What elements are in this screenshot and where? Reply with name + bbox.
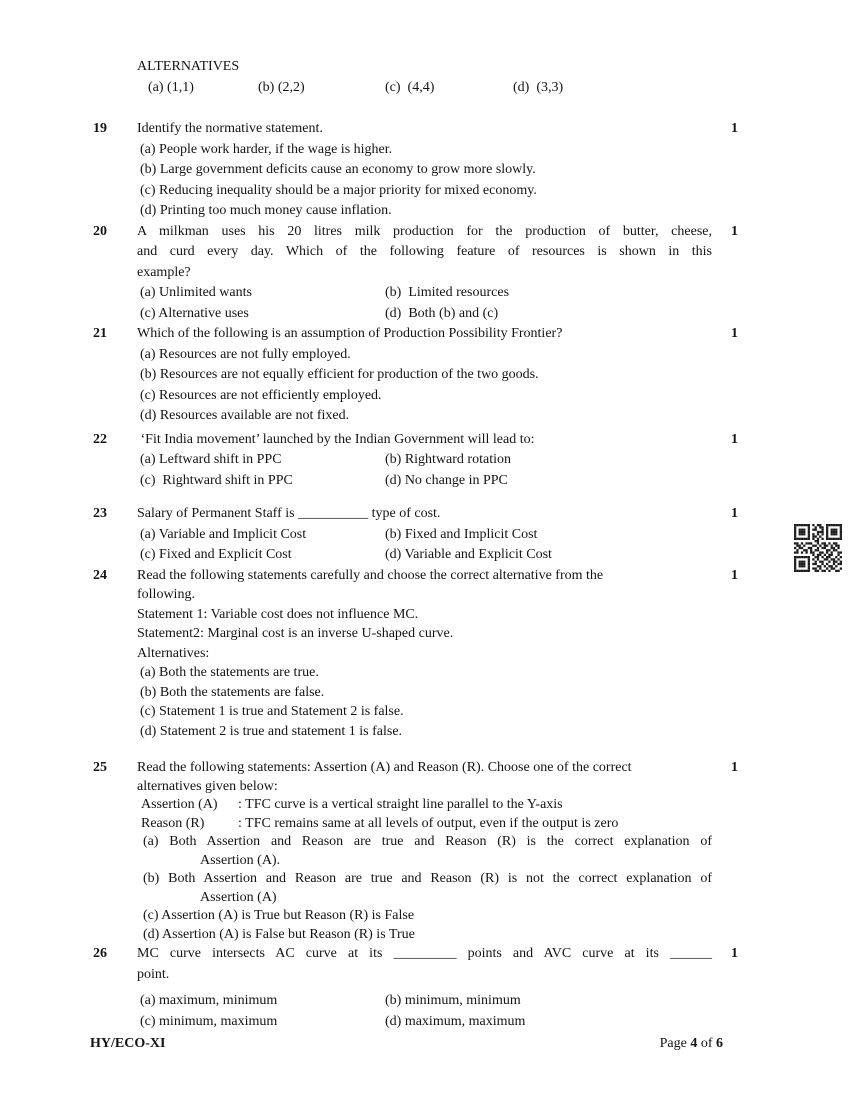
alt-option-d: (d) (3,3) [513, 79, 564, 95]
option-d: (d) maximum, maximum [385, 1013, 526, 1029]
page-label: Page [659, 1036, 691, 1051]
question-22-body [137, 430, 712, 492]
question-22 [93, 430, 761, 492]
question-23 [93, 504, 761, 566]
question-19-body [137, 119, 712, 222]
reason-label: Reason (R) [141, 815, 205, 831]
qr-code [793, 524, 843, 572]
alternatives-title: ALTERNATIVES [137, 59, 240, 74]
option-d: (d) Both (b) and (c) [385, 305, 499, 321]
option-b: (b) Both the statements are false. [140, 684, 325, 700]
question-24-options [137, 663, 712, 741]
page-total: 6 [716, 1036, 723, 1051]
statement-1: Statement 1: Variable cost does not influence MC. [137, 606, 419, 622]
option-d: (d) Variable and Explicit Cost [385, 547, 552, 562]
question-19-number: 19 [93, 121, 107, 136]
option-a: (a) Leftward shift in PPC [140, 452, 282, 467]
question-24-marks: 1 [731, 567, 738, 583]
question-23-number: 23 [93, 506, 107, 521]
option-b: (b) Limited resources [385, 285, 510, 300]
question-26-body [137, 944, 712, 1032]
assertion-row [137, 796, 712, 815]
alt-option-b: (b) (2,2) [258, 79, 305, 95]
question-26-line1: MC curve intersects AC curve at its _________ points and AVC curve at its ______ [137, 946, 712, 961]
question-25-number: 25 [93, 760, 107, 775]
question-21 [93, 324, 761, 427]
reason-row [137, 815, 712, 834]
question-26-options [137, 991, 712, 1032]
option-d: (d) Resources available are not fixed. [140, 408, 350, 423]
question-24-number: 24 [93, 567, 107, 583]
question-20-body [137, 222, 712, 325]
option-b-line2: Assertion (A) [200, 889, 277, 905]
question-24 [93, 566, 761, 742]
qr-code-graphic [793, 524, 843, 572]
question-25-line2: alternatives given below: [137, 778, 278, 794]
page-footer [90, 1034, 723, 1055]
question-20-options [137, 283, 712, 324]
question-23-marks: 1 [731, 506, 738, 521]
option-a [137, 833, 712, 870]
question-24-line1: Read the following statements carefully and choose the correct alternative from the [137, 567, 604, 583]
question-20-line1: A milkman uses his 20 litres milk production for the production of butter, cheese, [137, 223, 712, 239]
question-23-body [137, 504, 712, 566]
option-a: (a) Both the statements are true. [140, 665, 319, 680]
option-c: (c) Resources are not efficiently employed. [140, 387, 382, 403]
option-a: (a) Resources are not fully employed. [140, 346, 351, 362]
alternatives-header [137, 57, 761, 98]
option-d: (d) No change in PPC [385, 472, 508, 488]
question-22-options [137, 450, 712, 491]
option-a-line2: Assertion (A). [200, 852, 281, 868]
question-23-options [137, 525, 712, 566]
option-b: (b) Resources are not equally efficient for production of the two goods. [140, 367, 539, 382]
question-22-marks: 1 [731, 431, 738, 447]
option-c: (c) Reducing inequality should be a major priority for mixed economy. [140, 182, 537, 198]
question-24-body [137, 566, 712, 742]
question-21-marks: 1 [731, 326, 738, 341]
question-21-options [137, 345, 712, 427]
alt-option-c: (c) (4,4) [385, 79, 435, 95]
assertion-text: : TFC curve is a vertical straight line parallel to the Y-axis [238, 797, 563, 812]
question-23-title: Salary of Permanent Staff is __________ type of cost. [137, 506, 441, 521]
option-d: (d) Statement 2 is true and statement 1 is false. [140, 723, 403, 739]
statement-2: Statement2: Marginal cost is an inverse U-shaped curve. [137, 626, 454, 641]
assertion-label: Assertion (A) [141, 797, 218, 812]
option-b [137, 870, 712, 907]
exam-page [93, 57, 761, 1032]
question-19 [93, 119, 761, 222]
option-c: (c) Assertion (A) is True but Reason (R) is False [143, 908, 415, 923]
option-c: (c) minimum, maximum [140, 1013, 278, 1029]
question-20 [93, 222, 761, 325]
option-a: (a) maximum, minimum [140, 993, 278, 1008]
question-24-line2: following. [137, 587, 195, 602]
question-19-marks: 1 [731, 121, 738, 136]
question-25-body [137, 759, 712, 944]
question-21-number: 21 [93, 326, 107, 341]
option-d: (d) Assertion (A) is False but Reason (R) is True [143, 926, 415, 942]
question-19-title: Identify the normative statement. [137, 121, 323, 136]
option-d: (d) Printing too much money cause inflation. [140, 203, 392, 218]
option-a: (a) People work harder, if the wage is higher. [140, 141, 393, 157]
question-20-number: 20 [93, 223, 107, 239]
question-25 [93, 759, 761, 944]
question-21-title: Which of the following is an assumption of Production Possibility Frontier? [137, 326, 563, 341]
option-c: (c) Alternative uses [140, 305, 249, 321]
page-number: 4 [690, 1036, 698, 1051]
option-a: (a) Unlimited wants [140, 285, 252, 300]
page-indicator [660, 1034, 723, 1055]
question-26-marks: 1 [731, 946, 738, 961]
question-19-options [137, 140, 712, 222]
question-20-line2: and curd every day. Which of the following feature of resources is shown in this [137, 244, 712, 259]
of-label: of [697, 1036, 716, 1051]
option-a-line1: (a) Both Assertion and Reason are true and Reason (R) is the correct explanation of [143, 834, 712, 849]
reason-text: : TFC remains same at all levels of output, even if the output is zero [238, 815, 619, 831]
option-c: (c) Statement 1 is true and Statement 2 is false. [140, 704, 404, 719]
question-26-line2: point. [137, 966, 170, 982]
option-a: (a) Variable and Implicit Cost [140, 526, 307, 542]
alternatives-options-row [137, 78, 761, 99]
question-26 [93, 944, 761, 1032]
question-25-marks: 1 [731, 760, 738, 775]
alternatives-label: Alternatives: [137, 645, 210, 661]
question-20-line3: example? [137, 264, 191, 280]
option-b: (b) Rightward rotation [385, 452, 511, 467]
question-22-title: ‘Fit India movement’ launched by the Indian Government will lead to: [137, 431, 535, 447]
question-21-body [137, 324, 712, 427]
question-20-marks: 1 [731, 223, 738, 239]
option-b: (b) Fixed and Implicit Cost [385, 526, 538, 542]
option-b: (b) minimum, minimum [385, 993, 521, 1008]
option-b: (b) Large government deficits cause an economy to grow more slowly. [140, 162, 536, 177]
paper-code: HY/ECO-XI [90, 1036, 166, 1051]
question-26-number: 26 [93, 946, 107, 961]
question-25-line1: Read the following statements: Assertion (A) and Reason (R). Choose one of the correct [137, 760, 632, 775]
question-22-number: 22 [93, 431, 107, 447]
option-b-line1: (b) Both Assertion and Reason are true and Reason (R) is not the correct explanation of [143, 871, 712, 886]
option-c: (c) Fixed and Explicit Cost [140, 547, 292, 562]
option-c: (c) Rightward shift in PPC [140, 472, 293, 488]
alt-option-a: (a) (1,1) [148, 79, 194, 95]
